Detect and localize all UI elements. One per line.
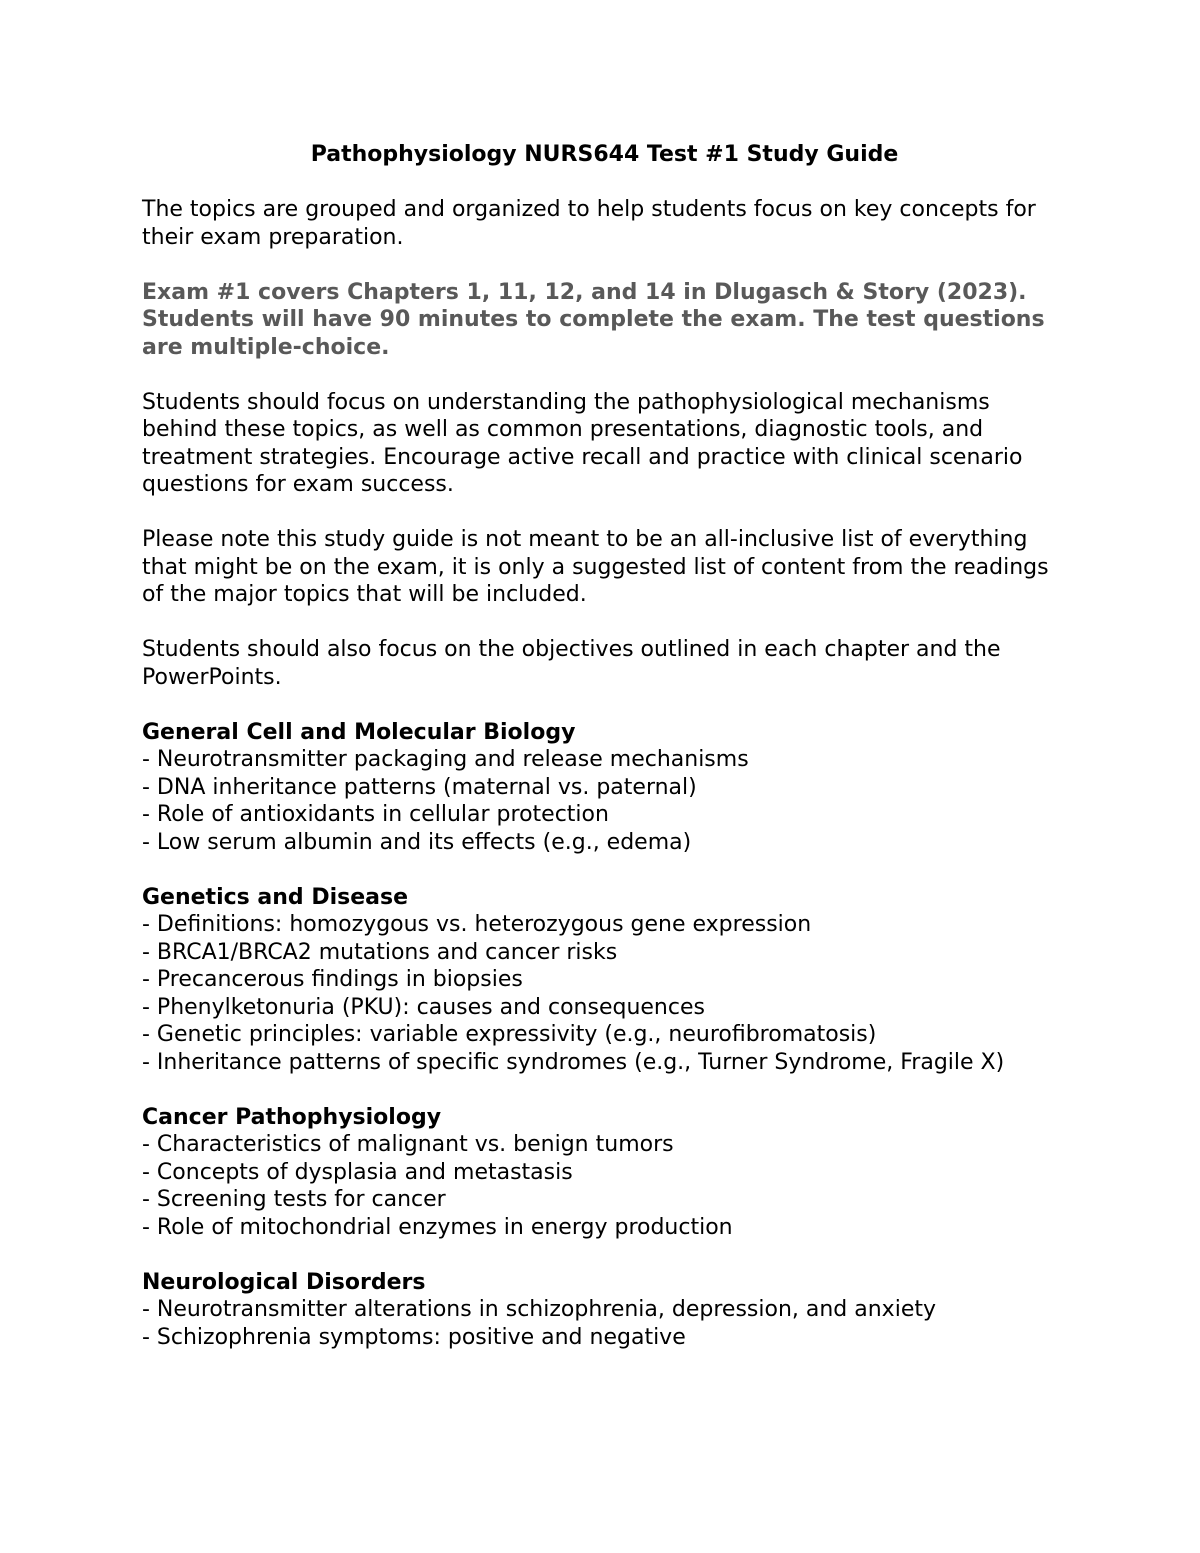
list-item: - Concepts of dysplasia and metastasis: [142, 1159, 573, 1185]
section-neurological: [142, 1269, 1067, 1352]
section-heading: Neurological Disorders: [142, 1269, 426, 1295]
topic-list: [142, 1296, 1067, 1351]
section-genetics: [142, 884, 1067, 1077]
section-heading: Cancer Pathophysiology: [142, 1104, 442, 1130]
focus-paragraph: Students should focus on understanding the pathophysiological mechanisms behind these topics, as well as common presentations, diagnostic tools, and treatment strategies. Encourage active recall and practice with clinical scenario questions for exam success.: [142, 389, 1023, 497]
list-item: - Role of mitochondrial enzymes in energy production: [142, 1214, 733, 1240]
section-heading: General Cell and Molecular Biology: [142, 719, 576, 745]
section-heading: Genetics and Disease: [142, 884, 409, 910]
list-item: - BRCA1/BRCA2 mutations and cancer risks: [142, 939, 618, 965]
disclaimer-paragraph: Please note this study guide is not meant to be an all-inclusive list of everything that might be on the exam, it is only a suggested list of content from the readings of the major topics that will be included.: [142, 527, 1049, 607]
objectives-paragraph: Students should also focus on the objectives outlined in each chapter and the PowerPoints.: [142, 637, 1001, 690]
list-item: - Genetic principles: variable expressivity (e.g., neurofibromatosis): [142, 1022, 877, 1047]
topic-list: [142, 1131, 1067, 1241]
list-item: - Neurotransmitter alterations in schizophrenia, depression, and anxiety: [142, 1297, 936, 1322]
list-item: - Inheritance patterns of specific syndromes (e.g., Turner Syndrome, Fragile X): [142, 1049, 1005, 1075]
topic-list: [142, 746, 1067, 856]
list-item: - Neurotransmitter packaging and release mechanisms: [142, 747, 749, 772]
list-item: - DNA inheritance patterns (maternal vs. paternal): [142, 774, 697, 800]
list-item: - Precancerous findings in biopsies: [142, 967, 523, 992]
exam-note-paragraph: Exam #1 covers Chapters 1, 11, 12, and 14 in Dlugasch & Story (2023). Students will have 90 minutes to complete the exam. The test questions are multiple-choice.: [142, 279, 1045, 360]
list-item: - Schizophrenia symptoms: positive and negative: [142, 1324, 686, 1350]
list-item: - Screening tests for cancer: [142, 1187, 446, 1212]
section-cell-biology: [142, 719, 1067, 857]
section-cancer: [142, 1104, 1067, 1242]
topic-list: [142, 911, 1067, 1076]
list-item: - Phenylketonuria (PKU): causes and consequences: [142, 994, 705, 1020]
document-title: Pathophysiology NURS644 Test #1 Study Guide: [310, 142, 899, 167]
list-item: - Definitions: homozygous vs. heterozygous gene expression: [142, 912, 812, 937]
list-item: - Characteristics of malignant vs. benign tumors: [142, 1132, 674, 1157]
intro-paragraph: The topics are grouped and organized to help students focus on key concepts for their exam preparation.: [142, 197, 1036, 250]
list-item: - Low serum albumin and its effects (e.g., edema): [142, 829, 692, 855]
list-item: - Role of antioxidants in cellular protection: [142, 802, 609, 827]
document-body: [142, 141, 1067, 1379]
